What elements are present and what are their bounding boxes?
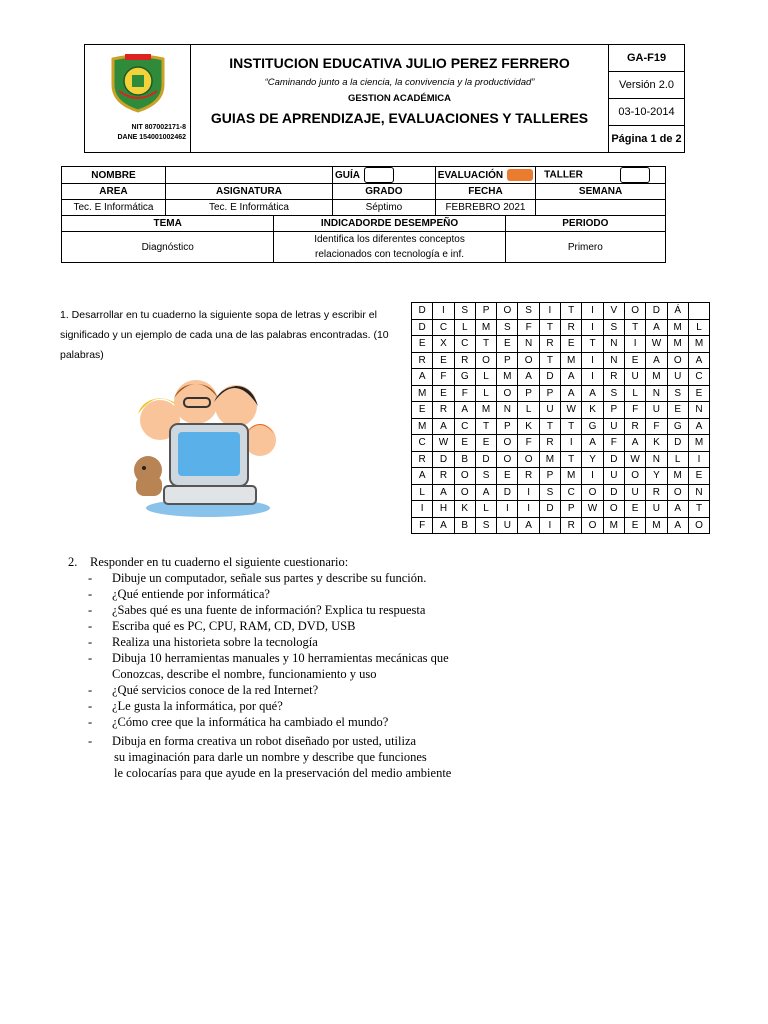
grid-cell: N [688, 402, 709, 419]
grid-cell: M [412, 418, 433, 435]
grid-cell: I [561, 435, 582, 452]
document-header [84, 44, 685, 153]
grid-cell: M [412, 385, 433, 402]
grid-cell: O [497, 385, 518, 402]
indicador-line-1: Identifica los diferentes conceptos [314, 234, 465, 245]
grid-cell: S [475, 517, 496, 534]
grid-cell: Y [646, 468, 667, 485]
grid-cell: U [667, 369, 688, 386]
grid-cell: A [412, 468, 433, 485]
grid-cell: I [688, 451, 709, 468]
grid-cell: F [624, 402, 645, 419]
grid-cell: S [454, 303, 475, 320]
grid-cell: S [603, 319, 624, 336]
grid-cell: R [539, 435, 560, 452]
grid-cell: T [561, 418, 582, 435]
grid-cell: R [433, 468, 454, 485]
grid-cell: D [539, 501, 560, 518]
grid-cell: E [624, 352, 645, 369]
question-item: - ¿Sabes qué es una fuente de información? Explica tu respuesta [88, 603, 426, 617]
grid-cell: R [539, 336, 560, 353]
grid-cell: N [688, 484, 709, 501]
grid-cell: F [603, 435, 624, 452]
grid-cell: V [603, 303, 624, 320]
grid-cell: T [539, 418, 560, 435]
question-item: - ¿Le gusta la informática, por qué? [88, 699, 283, 713]
version: Versión 2.0 [609, 72, 685, 99]
area-label: AREA [62, 184, 166, 200]
question-item: - Dibuja 10 herramientas manuales y 10 herramientas mecánicas que Conozcas, describe el nombre, funcionamiento y uso [88, 651, 449, 681]
grid-row [412, 501, 710, 518]
tema-label: TEMA [62, 216, 274, 232]
grid-cell: L [624, 385, 645, 402]
grid-cell: T [582, 336, 603, 353]
kids-computer-icon [128, 372, 278, 520]
grid-cell: R [603, 369, 624, 386]
grid-cell: D [497, 484, 518, 501]
motto: “Caminando junto a la ciencia, la convivencia y la productividad” [264, 77, 535, 88]
grid-cell: E [497, 336, 518, 353]
grid-cell: P [603, 402, 624, 419]
document-subtitle: GUIAS DE APRENDIZAJE, EVALUACIONES Y TALLERES [210, 110, 589, 126]
grid-cell: R [624, 418, 645, 435]
grid-cell: U [624, 369, 645, 386]
grid-cell: M [646, 517, 667, 534]
grid-row [412, 468, 710, 485]
dane-text: DANE 154001002462 [117, 134, 186, 141]
student-info-table [61, 166, 666, 263]
grid-cell: G [454, 369, 475, 386]
issue-date: 03-10-2014 [609, 99, 685, 126]
question-item: - Realiza una historieta sobre la tecnología [88, 635, 318, 649]
question-item: - ¿Cómo cree que la informática ha cambiado el mundo? [88, 715, 389, 729]
grid-cell: M [475, 402, 496, 419]
grid-cell: O [475, 352, 496, 369]
grid-cell: I [518, 484, 539, 501]
grid-cell: M [688, 435, 709, 452]
grid-cell: T [688, 501, 709, 518]
grid-cell: P [561, 501, 582, 518]
question-item: - Dibuje un computador, señale sus partes y describe su función. [88, 571, 427, 585]
grid-cell: P [475, 303, 496, 320]
grid-cell: S [497, 319, 518, 336]
asignatura-label: ASIGNATURA [165, 184, 332, 200]
grid-cell: T [624, 319, 645, 336]
grid-cell: M [539, 451, 560, 468]
grid-row [412, 451, 710, 468]
grid-cell: E [624, 517, 645, 534]
grid-cell: R [518, 468, 539, 485]
grid-cell: D [646, 303, 667, 320]
grid-cell: C [412, 435, 433, 452]
evaluacion-label: EVALUACIÓN [435, 167, 505, 184]
taller-label: TALLER [544, 169, 583, 181]
question-item: - Escriba qué es PC, CPU, RAM, CD, DVD, USB [88, 619, 356, 633]
grid-cell: O [624, 468, 645, 485]
indicador-line-2: relacionados con tecnología e inf. [315, 249, 465, 260]
grid-cell: I [518, 501, 539, 518]
grid-cell: O [497, 451, 518, 468]
grid-cell: M [475, 319, 496, 336]
question-2-title-row [68, 554, 568, 570]
grid-cell: E [433, 385, 454, 402]
grid-cell: L [475, 369, 496, 386]
grid-cell: E [667, 402, 688, 419]
grid-cell: W [561, 402, 582, 419]
grado-label: GRADO [333, 184, 436, 200]
grid-row [412, 517, 710, 534]
grid-cell: U [603, 418, 624, 435]
grid-cell: E [688, 468, 709, 485]
grid-cell: Y [582, 451, 603, 468]
grid-cell: A [454, 402, 475, 419]
nombre-label: NOMBRE [62, 167, 166, 184]
grid-cell: A [646, 352, 667, 369]
grid-cell: I [582, 319, 603, 336]
grid-cell: I [539, 303, 560, 320]
grid-cell: A [624, 435, 645, 452]
title-cell [191, 45, 609, 153]
grid-cell: R [646, 484, 667, 501]
page-number: Página 1 de 2 [609, 126, 685, 153]
grid-cell: L [518, 402, 539, 419]
grid-cell: W [433, 435, 454, 452]
form-code: GA-F19 [609, 45, 685, 72]
grid-cell: E [433, 352, 454, 369]
grid-cell: I [582, 468, 603, 485]
grid-cell: B [454, 517, 475, 534]
grid-cell: M [688, 336, 709, 353]
grid-row [412, 369, 710, 386]
grid-cell: E [688, 385, 709, 402]
grid-cell: O [667, 352, 688, 369]
indicador-label: INDICADORDE DESEMPEÑO [274, 216, 505, 232]
grid-cell: I [433, 303, 454, 320]
institution-name: INSTITUCION EDUCATIVA JULIO PEREZ FERRERO [229, 55, 570, 71]
grid-cell: A [646, 319, 667, 336]
grid-row [412, 352, 710, 369]
grid-cell: I [412, 501, 433, 518]
grid-cell: T [475, 418, 496, 435]
grid-cell: P [539, 385, 560, 402]
taller-label-cell [536, 167, 666, 184]
grid-cell: I [582, 369, 603, 386]
grid-cell: U [646, 402, 667, 419]
grid-cell: D [603, 484, 624, 501]
question-2 [68, 554, 568, 781]
grid-cell: A [412, 369, 433, 386]
nombre-field[interactable] [165, 167, 332, 184]
question-item: - ¿Qué servicios conoce de la red Internet? [88, 683, 319, 697]
grid-cell: C [561, 484, 582, 501]
asignatura-value: Tec. E Informática [165, 200, 332, 216]
grid-cell: I [539, 517, 560, 534]
grid-cell: O [688, 517, 709, 534]
grid-row [412, 319, 710, 336]
grid-cell: O [518, 352, 539, 369]
question-item: - ¿Qué entiende por informática? [88, 587, 270, 601]
grid-cell: A [688, 352, 709, 369]
grid-cell: R [454, 352, 475, 369]
grado-value: Séptimo [333, 200, 436, 216]
guia-label: GUÍA [333, 167, 363, 184]
grid-cell: R [412, 352, 433, 369]
grid-cell: O [497, 435, 518, 452]
grid-cell: E [412, 336, 433, 353]
grid-cell: P [518, 385, 539, 402]
grid-cell: A [582, 385, 603, 402]
grid-cell: R [433, 402, 454, 419]
grid-cell: I [497, 501, 518, 518]
grid-cell: F [412, 517, 433, 534]
grid-cell: M [667, 336, 688, 353]
grid-cell: O [624, 303, 645, 320]
grid-cell: U [624, 484, 645, 501]
grid-cell: W [582, 501, 603, 518]
grid-cell: C [433, 319, 454, 336]
grid-cell: N [518, 336, 539, 353]
grid-cell: P [497, 418, 518, 435]
school-crest-icon [105, 51, 171, 113]
grid-cell: N [603, 336, 624, 353]
grid-cell: A [475, 484, 496, 501]
grid-row [412, 385, 710, 402]
periodo-label: PERIODO [505, 216, 665, 232]
guia-checkbox[interactable] [364, 167, 394, 183]
grid-cell: O [497, 303, 518, 320]
tema-value: Diagnóstico [62, 232, 274, 263]
grid-cell: A [667, 517, 688, 534]
evaluacion-checkbox[interactable] [507, 169, 533, 181]
grid-cell: M [646, 369, 667, 386]
fecha-label: FECHA [435, 184, 535, 200]
grid-cell: W [624, 451, 645, 468]
logo-cell [85, 45, 191, 153]
grid-cell: A [561, 369, 582, 386]
word-search-grid [411, 302, 710, 534]
periodo-value: Primero [505, 232, 665, 263]
grid-cell: M [497, 369, 518, 386]
grid-cell: F [518, 319, 539, 336]
grid-cell: T [561, 303, 582, 320]
grid-cell: T [475, 336, 496, 353]
grid-cell: A [582, 435, 603, 452]
grid-cell: A [518, 369, 539, 386]
grid-cell: G [582, 418, 603, 435]
grid-cell: R [561, 517, 582, 534]
semana-value[interactable] [536, 200, 666, 216]
grid-cell: F [433, 369, 454, 386]
question-2-number: 2. [68, 555, 78, 569]
grid-cell: U [539, 402, 560, 419]
grid-cell: M [667, 319, 688, 336]
grid-cell: P [539, 468, 560, 485]
grid-row [412, 435, 710, 452]
grid-cell: O [518, 451, 539, 468]
question-item: - Dibuja en forma creativa un robot diseñado por usted, utiliza su imaginación para darle un nombre y describe que funciones le colocarías para que ayude en la preservación del medio ambiente [88, 734, 452, 780]
grid-cell: A [433, 517, 454, 534]
grid-cell: Á [667, 303, 688, 320]
evaluacion-checkbox-cell [505, 167, 536, 184]
taller-checkbox[interactable] [620, 167, 650, 183]
grid-cell: P [497, 352, 518, 369]
grid-cell: E [561, 336, 582, 353]
grid-cell: D [603, 451, 624, 468]
grid-row [412, 418, 710, 435]
grid-cell: O [667, 484, 688, 501]
grid-cell: L [475, 385, 496, 402]
grid-cell: I [582, 352, 603, 369]
grid-cell: E [497, 468, 518, 485]
grid-cell: A [433, 418, 454, 435]
grid-cell: E [624, 501, 645, 518]
management-label: GESTION ACADÉMICA [347, 93, 452, 104]
grid-cell: X [433, 336, 454, 353]
grid-cell: C [454, 418, 475, 435]
question-1-text: 1. Desarrollar en tu cuaderno la siguiente sopa de letras y escribir el significado y un ejemplo de cada una de las palabras encontradas. (10 palabras) [60, 309, 389, 361]
grid-cell: N [646, 451, 667, 468]
grid-cell: H [433, 501, 454, 518]
grid-cell: U [646, 501, 667, 518]
grid-cell: M [561, 468, 582, 485]
grid-cell: K [454, 501, 475, 518]
grid-cell: A [688, 418, 709, 435]
grid-cell: E [475, 435, 496, 452]
grid-cell: D [433, 451, 454, 468]
grid-row [412, 303, 710, 320]
area-value: Tec. E Informática [62, 200, 166, 216]
grid-cell: U [603, 468, 624, 485]
grid-cell: D [667, 435, 688, 452]
indicador-value [274, 232, 505, 263]
grid-cell: C [688, 369, 709, 386]
grid-cell: O [603, 501, 624, 518]
grid-cell: T [561, 451, 582, 468]
grid-cell [688, 303, 709, 320]
grid-row [412, 402, 710, 419]
grid-cell: L [475, 501, 496, 518]
grid-cell: L [667, 451, 688, 468]
grid-cell: R [561, 319, 582, 336]
grid-cell: K [646, 435, 667, 452]
grid-row [412, 336, 710, 353]
question-2-title: Responder en tu cuaderno el siguiente cuestionario: [90, 555, 349, 569]
nit-text: NIT 807002171-8 [131, 124, 186, 131]
grid-row [412, 484, 710, 501]
grid-cell: F [646, 418, 667, 435]
grid-cell: A [667, 501, 688, 518]
grid-cell: F [454, 385, 475, 402]
grid-cell: B [454, 451, 475, 468]
semana-label: SEMANA [536, 184, 666, 200]
grid-cell: O [454, 468, 475, 485]
grid-cell: N [497, 402, 518, 419]
grid-cell: C [454, 336, 475, 353]
grid-cell: W [646, 336, 667, 353]
grid-cell: S [603, 385, 624, 402]
grid-cell: R [412, 451, 433, 468]
grid-cell: T [539, 319, 560, 336]
guia-checkbox-cell [362, 167, 435, 184]
grid-cell: S [667, 385, 688, 402]
grid-cell: L [412, 484, 433, 501]
grid-cell: E [454, 435, 475, 452]
grid-cell: M [667, 468, 688, 485]
grid-cell: T [539, 352, 560, 369]
grid-cell: D [539, 369, 560, 386]
grid-cell: M [603, 517, 624, 534]
grid-cell: N [646, 385, 667, 402]
grid-cell: O [454, 484, 475, 501]
grid-cell: I [582, 303, 603, 320]
grid-cell: S [475, 468, 496, 485]
grid-cell: A [518, 517, 539, 534]
grid-cell: D [412, 319, 433, 336]
grid-cell: D [475, 451, 496, 468]
grid-cell: M [561, 352, 582, 369]
grid-cell: G [667, 418, 688, 435]
grid-cell: A [433, 484, 454, 501]
grid-cell: D [412, 303, 433, 320]
grid-cell: I [624, 336, 645, 353]
fecha-value: FEBREBRO 2021 [435, 200, 535, 216]
grid-cell: O [582, 484, 603, 501]
grid-cell: K [518, 418, 539, 435]
grid-cell: L [454, 319, 475, 336]
grid-cell: E [412, 402, 433, 419]
grid-cell: S [518, 303, 539, 320]
grid-cell: U [497, 517, 518, 534]
grid-cell: S [539, 484, 560, 501]
kids-computer-illustration [128, 372, 278, 520]
grid-cell: F [518, 435, 539, 452]
grid-cell: A [561, 385, 582, 402]
grid-cell: L [688, 319, 709, 336]
grid-cell: N [603, 352, 624, 369]
grid-cell: K [582, 402, 603, 419]
grid-cell: O [582, 517, 603, 534]
